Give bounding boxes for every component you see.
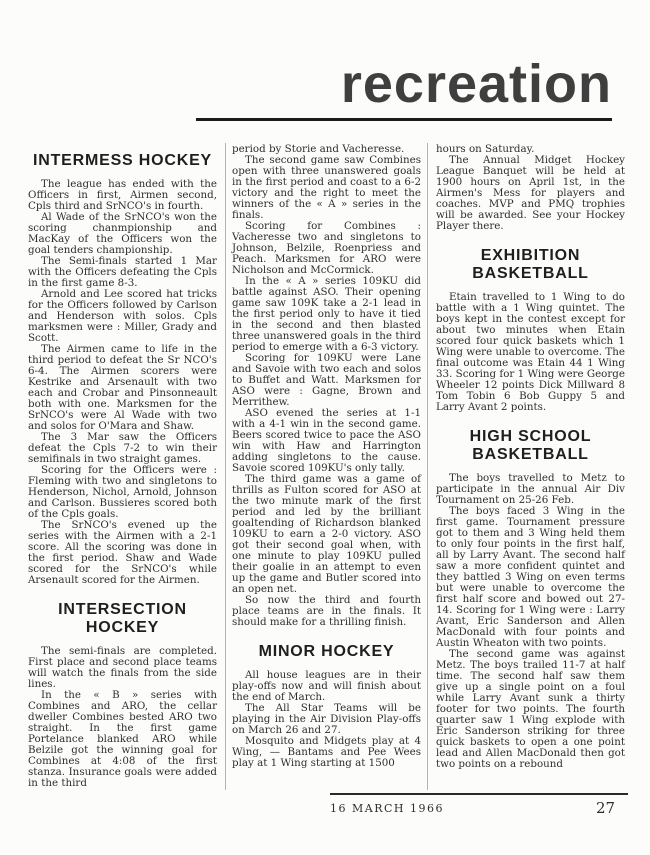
- article-paragraph: The league has ended with the Officers in first, Airmen second, Cpls third and SrNCO's in fourth.: [28, 178, 217, 212]
- article-paragraph: The boys travelled to Metz to participate in the annual Air Div Tournament on 25-26 Feb.: [436, 472, 625, 506]
- article-paragraph: The second game was against Metz. The boys trailed 11-7 at half time. The second half saw them give up a single point on a foul while Larry Avant sunk a thirty footer for two points. The fourth quarter saw 1 Wing explode with Eric Sanderson striking for three quick baskets to open a one point lead and Allen MacDonald then got two points on a rebound: [436, 648, 625, 770]
- article-paragraph: The semi-finals are completed. First place and second place teams will watch the finals from the side lines.: [28, 645, 217, 690]
- footer-date: 16 MARCH 1966: [330, 802, 444, 815]
- article-paragraph: The 3 Mar saw the Officers defeat the Cpls 7-2 to win their semifinals in two straight games.: [28, 431, 217, 465]
- article-paragraph: period by Storie and Vacheresse.: [232, 143, 405, 155]
- article-paragraph: So now the third and fourth place teams are in the finals. It should make for a thrilling finish.: [232, 594, 421, 628]
- column-2: [232, 140, 421, 789]
- article-paragraph: The SrNCO's evened up the series with the Airmen with a 2-1 score. All the scoring was done in the first period. Shaw and Wade scored for the SrNCO's while Arsenault scored for the Airmen.: [28, 519, 217, 586]
- article-paragraph: The boys faced 3 Wing in the first game. Tournament pressure got to them and 3 Wing held them to only four points in the first half, all by Larry Avant. The second half saw a more confident quintet and they battled 3 Wing on even terms but were unable to overcome the first half score and bowed out 27-14. Scoring for 1 Wing were : Larry Avant, Eric Sanderson and Allen MacDonald with four points and Austin Wheaton with two points.: [436, 505, 625, 649]
- section-heading: EXHIBITION BASKETBALL: [472, 247, 589, 282]
- article-columns: [28, 140, 625, 789]
- masthead-rule: [196, 118, 612, 121]
- article-paragraph: hours on Saturday.: [436, 143, 535, 155]
- article-paragraph: Scoring for 109KU were Lane and Savoie with two each and solos to Buffet and Watt. Marksmen for ASO were : Gagne, Brown and Merrithew.: [232, 352, 421, 408]
- article-paragraph: The second game saw Combines open with three unanswered goals in the first period and coast to a 6-2 victory and the right to meet the winners of the « A » series in the finals.: [232, 154, 421, 221]
- article-paragraph: The Semi-finals started 1 Mar with the Officers defeating the Cpls in the first game 8-3.: [28, 255, 217, 289]
- section-heading: INTERSECTION HOCKEY: [58, 601, 187, 636]
- article-paragraph: In the « A » series 109KU did battle against ASO. Their opening game saw 109K take a 2-1 lead in the first period only to have it tied in the second and then blasted three unanswered goals in the third period to emerge with a 6-3 victory.: [232, 275, 421, 353]
- article-paragraph: ASO evened the series at 1-1 with a 4-1 win in the second game. Beers scored twice to pace the ASO win with Haw and Harrington adding singletons to the cause. Savoie scored 109KU's only tally.: [232, 407, 421, 474]
- article-paragraph: The All Star Teams will be playing in the Air Division Play-offs on March 26 and 27.: [232, 702, 421, 736]
- section-heading: INTERMESS HOCKEY: [32, 152, 213, 169]
- article-paragraph: Scoring for Combines : Vacheresse two and singletons to Johnson, Belzile, Roenpriess and Peach. Marksmen for ARO were Nicholson and McCormick.: [232, 220, 421, 276]
- section-heading: MINOR HOCKEY: [258, 643, 395, 660]
- footer-rule: [330, 793, 628, 795]
- masthead-title: recreation: [340, 54, 612, 114]
- section-heading: HIGH SCHOOL BASKETBALL: [469, 428, 592, 463]
- column-1: [28, 140, 217, 789]
- page-number: 27: [596, 799, 616, 817]
- article-paragraph: In the « B » series with Combines and ARO, the cellar dweller Combines bested ARO two straight. In the first game Portelance blanked ARO while Belzile got the winning goal for Combines at 4:08 of the first stanza. Insurance goals were added in the third: [28, 689, 217, 789]
- article-paragraph: The Airmen came to life in the third period to defeat the Sr NCO's 6-4. The Airmen scorers were Kestrike and Arsenault with two each and Crobar and Pinsonneault both with one. Marksmen for the SrNCO's were Al Wade with two and solos for O'Mara and Shaw.: [28, 343, 217, 432]
- article-paragraph: The third game was a game of thrills as Fulton scored for ASO at the two minute mark of the first period and led by the brilliant goaltending of Richardson blanked 109KU to earn a 2-0 victory. ASO got their second goal when, with one minute to play 109KU pulled their goalie in an attempt to even up the game and Butler scored into an open net.: [232, 473, 421, 595]
- article-paragraph: Scoring for the Officers were : Fleming with two and singletons to Henderson, Nichol, Arnold, Johnson and Carlson. Bussieres scored both of the Cpls goals.: [28, 464, 217, 520]
- article-paragraph: Arnold and Lee scored hat tricks for the Officers followed by Carlson and Henderson with solos. Cpls marksmen were : Miller, Grady and Scott.: [28, 288, 217, 344]
- article-paragraph: All house leagues are in their play-offs now and will finish about the end of March.: [232, 669, 421, 703]
- column-3: [436, 140, 625, 789]
- article-paragraph: Al Wade of the SrNCO's won the scoring chanmpionship and MacKay of the Officers won the goal tenders championship.: [28, 211, 217, 256]
- article-paragraph: Etain travelled to 1 Wing to do battle with a 1 Wing quintet. The boys kept in the contest except for about two minutes when Etain scored four quick baskets which 1 Wing were unable to overcome. The final outcome was Etain 44 1 Wing 33. Scoring for 1 Wing were George Wheeler 12 points Dick Millward 8 Tom Tobin 6 Bob Guppy 5 and Larry Avant 2 points.: [436, 291, 625, 413]
- article-paragraph: The Annual Midget Hockey League Banquet will be held at 1900 hours on April 1st, in the Airmen's Mess for players and coaches. MVP and PMQ trophies will be awarded. See your Hockey Player there.: [436, 154, 625, 232]
- article-paragraph: Mosquito and Midgets play at 4 Wing, — Bantams and Pee Wees play at 1 Wing starting at 1500: [232, 735, 421, 769]
